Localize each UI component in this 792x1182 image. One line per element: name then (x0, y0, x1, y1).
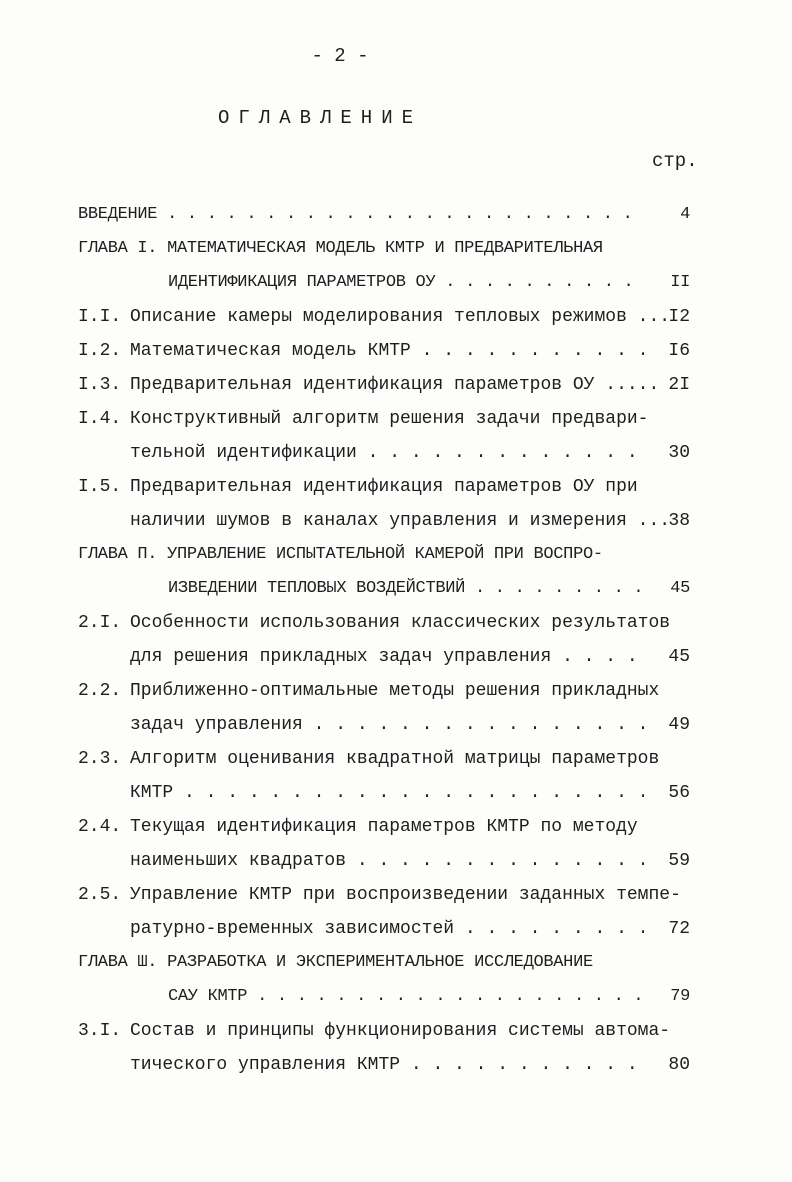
toc-entry-number: 2.4. (78, 817, 122, 837)
toc-entry-text: Описание камеры моделирования тепловых режимов ... (130, 307, 671, 327)
toc-entry-number: 2.5. (78, 885, 122, 905)
toc-entry-text: ГЛАВА П. УПРАВЛЕНИЕ ИСПЫТАТЕЛЬНОЙ КАМЕРОЙ ПРИ ВОСПРО- (78, 545, 603, 564)
toc-entry-2-3[interactable] (78, 742, 690, 776)
toc-entry-page: I6 (668, 341, 690, 361)
toc-entry-text: ИЗВЕДЕНИИ ТЕПЛОВЫХ ВОЗДЕЙСТВИЙ . . . (168, 572, 644, 606)
toc-entry-2-5-cont[interactable] (78, 912, 690, 946)
toc-entry-page: 30 (668, 443, 690, 463)
toc-chapter-1-heading[interactable] (78, 232, 690, 266)
toc-entry-text: ратурно-временных зависимостей . . . (130, 912, 644, 946)
toc-entry-text: Конструктивный алгоритм решения задачи предвари- (130, 409, 649, 429)
toc-entry-2-1-cont[interactable] (78, 640, 690, 674)
toc-entry-1-3[interactable] (78, 368, 690, 402)
toc-entry-page: II (670, 273, 690, 292)
toc-entry-text: Текущая идентификация параметров КМТР по методу (130, 817, 638, 837)
toc-entry-3-1[interactable] (78, 1014, 690, 1048)
toc-entry-introduction[interactable] (78, 198, 690, 232)
toc-entry-text: тического управления КМТР . . . (130, 1048, 644, 1082)
toc-entry-number: 2.I. (78, 613, 122, 633)
toc-entry-2-1[interactable] (78, 606, 690, 640)
toc-entry-1-4[interactable] (78, 402, 690, 436)
toc-entry-page: 38 (668, 511, 690, 531)
toc-entry-2-2[interactable] (78, 674, 690, 708)
toc-entry-text: ГЛАВА I. МАТЕМАТИЧЕСКАЯ МОДЕЛЬ КМТР И ПРЕДВАРИТЕЛЬНАЯ (78, 239, 603, 258)
toc-entry-page: 79 (670, 987, 690, 1006)
toc-entry-page: 2I (668, 375, 690, 395)
toc-entry-text: задач управления . . . (130, 708, 644, 742)
toc-entry-text: Управление КМТР при воспроизведении заданных темпе- (130, 885, 681, 905)
page-number: - 2 - (311, 45, 369, 67)
toc-entry-2-5[interactable] (78, 878, 690, 912)
toc-entry-text: ГЛАВА Ш. РАЗРАБОТКА И ЭКСПЕРИМЕНТАЛЬНОЕ ИССЛЕДОВАНИЕ (78, 953, 593, 972)
toc-entry-text: КМТР . . . (130, 776, 644, 810)
toc-entry-page: 72 (668, 919, 690, 939)
toc-entry-2-3-cont[interactable] (78, 776, 690, 810)
toc-entry-text: Особенности использования классических результатов (130, 613, 671, 633)
toc-chapter-2-heading[interactable] (78, 538, 690, 572)
toc-entry-number: 3.I. (78, 1021, 122, 1041)
page-column-label: стр. (652, 150, 698, 172)
toc-entry-text: наличии шумов в каналах управления и измерения ... (130, 511, 671, 531)
toc-entry-1-1[interactable] (78, 300, 690, 334)
toc-entry-number: I.2. (78, 341, 122, 361)
toc-entry-text: ВВЕДЕНИЕ . . . (78, 198, 644, 232)
toc-entry-page: 49 (668, 715, 690, 735)
toc-entry-text: САУ КМТР . . . (168, 980, 644, 1014)
toc-entry-page: 45 (668, 647, 690, 667)
toc-entry-page: 45 (670, 579, 690, 598)
toc-entry-number: I.I. (78, 307, 122, 327)
toc-entry-page: 59 (668, 851, 690, 871)
toc-entry-page: 56 (668, 783, 690, 803)
toc-entry-text: ИДЕНТИФИКАЦИЯ ПАРАМЕТРОВ ОУ . . . (168, 266, 644, 300)
toc-entry-text: Предварительная идентификация параметров ОУ при (130, 477, 638, 497)
toc-entry-text: Предварительная идентификация параметров ОУ ..... (130, 375, 660, 395)
toc-entry-text: для решения прикладных задач управления . . . (130, 640, 644, 674)
toc-entry-page: 4 (680, 205, 690, 224)
toc-entry-text: тельной идентификации . . . (130, 436, 644, 470)
toc-entry-text: наименьших квадратов . . . (130, 844, 644, 878)
toc-chapter-2-heading-cont[interactable] (78, 572, 690, 606)
toc-entry-1-4-cont[interactable] (78, 436, 690, 470)
toc-entry-2-2-cont[interactable] (78, 708, 690, 742)
toc-entry-text: Приближенно-оптимальные методы решения прикладных (130, 681, 660, 701)
toc-entry-text: Состав и принципы функционирования системы автома- (130, 1021, 671, 1041)
table-of-contents (78, 198, 690, 1082)
toc-entry-2-4[interactable] (78, 810, 690, 844)
toc-entry-number: I.5. (78, 477, 122, 497)
toc-chapter-3-heading-cont[interactable] (78, 980, 690, 1014)
toc-entry-number: I.3. (78, 375, 122, 395)
toc-entry-1-5[interactable] (78, 470, 690, 504)
toc-entry-1-2[interactable] (78, 334, 690, 368)
toc-entry-1-5-cont[interactable] (78, 504, 690, 538)
toc-entry-number: I.4. (78, 409, 122, 429)
toc-entry-number: 2.2. (78, 681, 122, 701)
toc-chapter-3-heading[interactable] (78, 946, 690, 980)
toc-entry-3-1-cont[interactable] (78, 1048, 690, 1082)
toc-entry-page: 80 (668, 1055, 690, 1075)
document-title: ОГЛАВЛЕНИЕ (217, 107, 423, 129)
toc-entry-text: Алгоритм оценивания квадратной матрицы параметров (130, 749, 660, 769)
toc-entry-text: Математическая модель КМТР . . . (130, 334, 644, 368)
toc-entry-page: I2 (668, 307, 690, 327)
toc-entry-number: 2.3. (78, 749, 122, 769)
toc-chapter-1-heading-cont[interactable] (78, 266, 690, 300)
toc-entry-2-4-cont[interactable] (78, 844, 690, 878)
